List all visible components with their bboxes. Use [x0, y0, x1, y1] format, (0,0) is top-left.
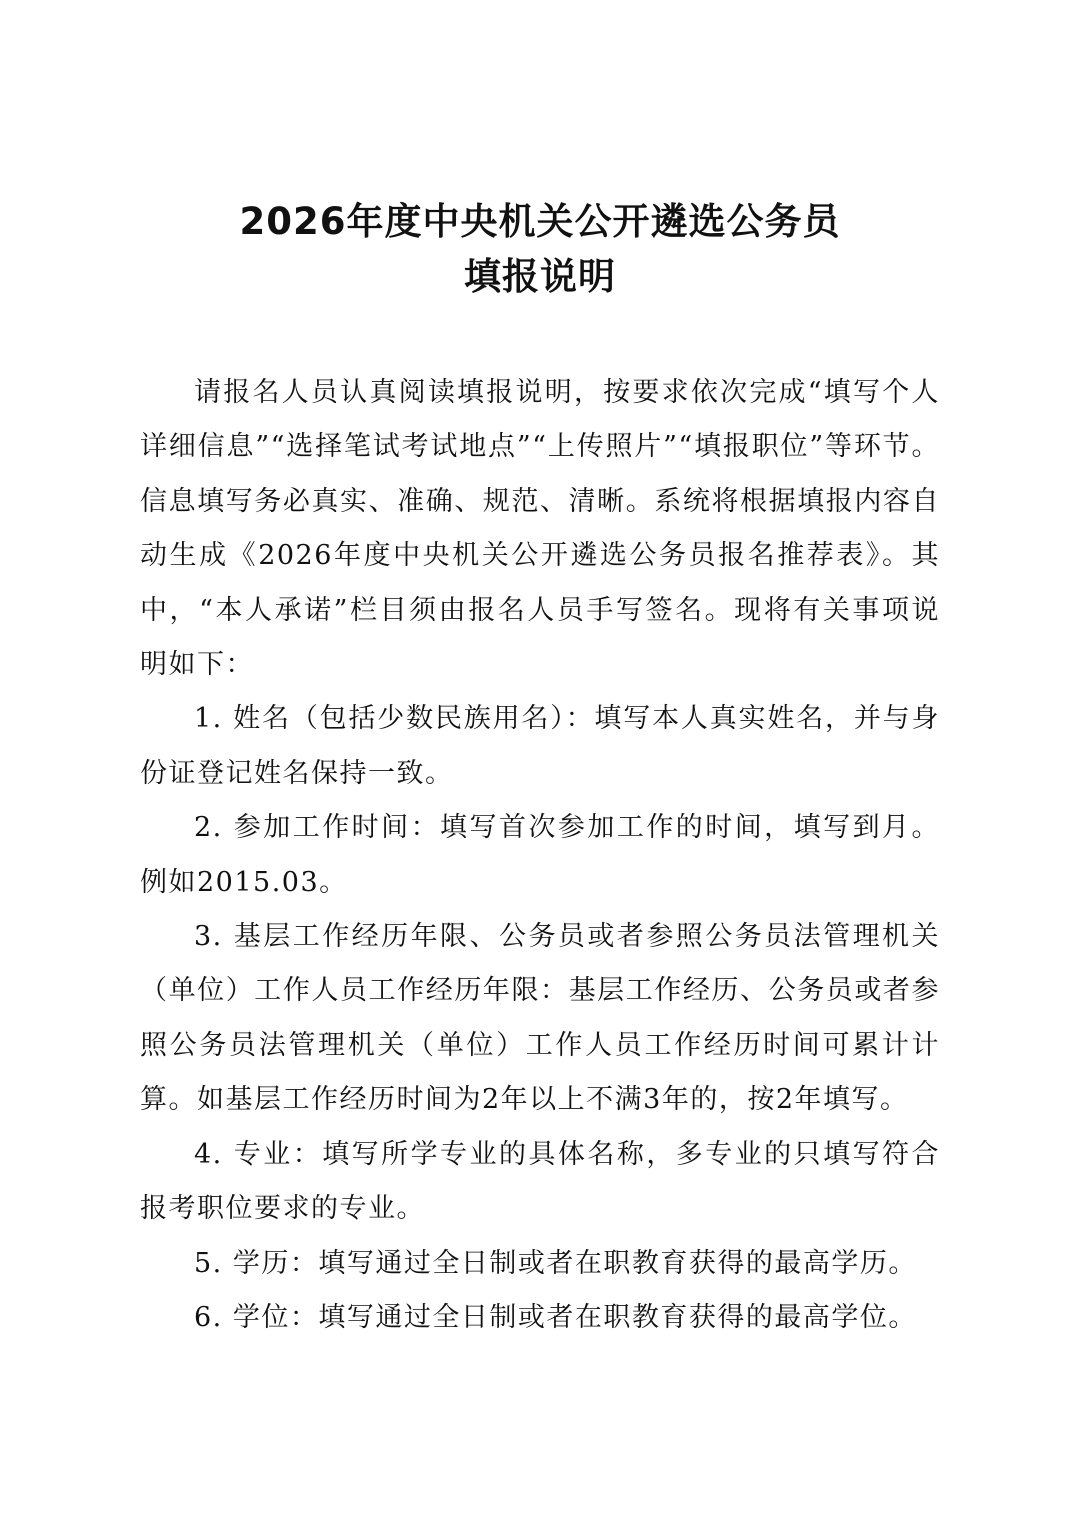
item-paragraph: 4. 专业：填写所学专业的具体名称，多专业的只填写符合报考职位要求的专业。 [140, 1138, 940, 1225]
item-paragraph: 2. 参加工作时间：填写首次参加工作的时间，填写到月。例如2015.03。 [140, 812, 940, 898]
item-paragraph: 6. 学位：填写通过全日制或者在职教育获得的最高学位。 [194, 1301, 917, 1333]
item-paragraph: 1. 姓名（包括少数民族用名）：填写本人真实姓名，并与身份证登记姓名保持一致。 [140, 703, 940, 789]
document-body [140, 366, 940, 1345]
item-paragraph: 3. 基层工作经历年限、公务员或者参照公务员法管理机关（单位）工作人员工作经历年限：基层工作经历、公务员或者参照公务员法管理机关（单位）工作人员工作经历时间可累计计算。如基层工作经历时间为2年以上不满3年的，按2年填写。 [140, 921, 940, 1116]
intro-paragraph: 请报名人员认真阅读填报说明，按要求依次完成“填写个人详细信息”“选择笔试考试地点”“上传照片”“填报职位”等环节。信息填写务必真实、准确、规范、清晰。系统将根据填报内容自动生成《2026年度中央机关公开遴选公务员报名推荐表》。其中，“本人承诺”栏目须由报名人员手写签名。现将有关事项说明如下： [140, 377, 940, 681]
document-subtitle: 填报说明 [464, 255, 616, 298]
document-title: 2026年度中央机关公开遴选公务员 [239, 200, 841, 243]
item-paragraph: 5. 学历：填写通过全日制或者在职教育获得的最高学历。 [194, 1247, 917, 1279]
